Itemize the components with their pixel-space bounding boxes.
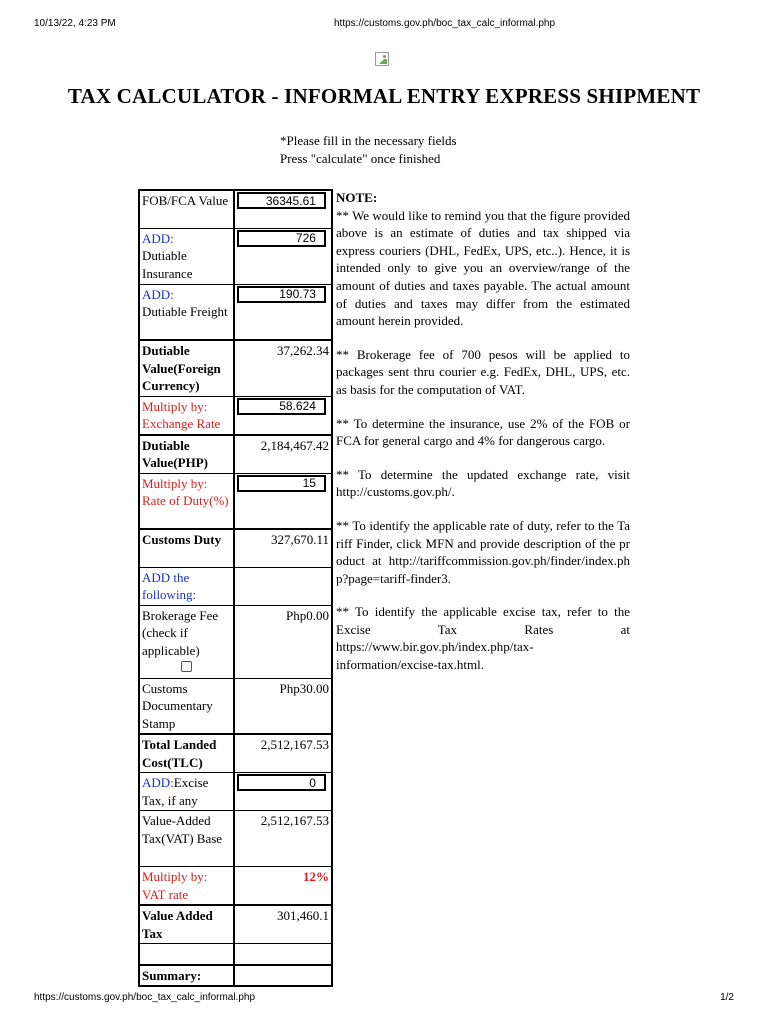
dutiable-foreign-label: Dutiable Value(Foreign Currency) <box>139 340 234 396</box>
add-prefix: ADD: <box>142 230 174 246</box>
note-brokerage: ** Brokerage fee of 700 pesos will be applied to packages sent thru courier e.g. FedEx, DHL, UPS, etc. as basis for the computation of VAT. <box>336 346 630 397</box>
vat-rate-value: 12% <box>234 867 332 906</box>
spacer-cell <box>234 944 332 965</box>
vat-base-value: 2,512,167.53 <box>234 811 332 867</box>
insurance-label <box>139 228 234 284</box>
print-date: 10/13/22, 4:23 PM <box>34 18 116 29</box>
exchange-rate-input[interactable] <box>237 398 326 415</box>
print-header <box>34 18 734 32</box>
excise-label <box>139 773 234 811</box>
dutiable-php-label: Dutiable Value(PHP) <box>139 435 234 474</box>
freight-text: Dutiable Freight <box>142 304 228 319</box>
tax-calculator-table <box>138 189 333 987</box>
broken-image-icon <box>375 52 389 66</box>
brokerage-label <box>139 605 234 678</box>
fob-input[interactable] <box>237 192 326 209</box>
note-panel <box>336 189 630 690</box>
freight-label <box>139 284 234 340</box>
customs-duty-label: Customs Duty <box>139 529 234 567</box>
brokerage-checkbox[interactable] <box>181 661 192 672</box>
note-rate-of-duty: ** To identify the applicable rate of duty, refer to the Tariff Finder, click MFN and provide description of the product at http://tariffcommission.gov.ph/finder/index.php?page=tariff-finder3. <box>336 517 630 586</box>
dutiable-php-value: 2,184,467.42 <box>234 435 332 474</box>
note-exchange-rate: ** To determine the updated exchange rate, visit http://customs.gov.ph/. <box>336 466 630 500</box>
note-heading: NOTE: <box>336 190 378 205</box>
tlc-label: Total Landed Cost(TLC) <box>139 734 234 773</box>
summary-label: Summary: <box>139 965 234 987</box>
brokerage-value: Php0.00 <box>234 605 332 678</box>
freight-cell <box>234 284 332 340</box>
exchange-rate-cell <box>234 396 332 435</box>
print-footer <box>34 992 734 1006</box>
insurance-cell <box>234 228 332 284</box>
vat-label: Value Added Tax <box>139 905 234 944</box>
excise-cell <box>234 773 332 811</box>
print-url: https://customs.gov.ph/boc_tax_calc_informal.php <box>334 18 556 29</box>
instruction-press-calculate: Press "calculate" once finished <box>280 151 441 166</box>
note-estimate: ** We would like to remind you that the figure provided above is an estimate of duties and tax shipped via express couriers (DHL, FedEx, UPS, etc..). Hence, it is intended only to give you an overview/range of the amount of duties and taxes payable. The actual amount of duties and taxes may differ from the estimated amount herein provided. <box>336 207 630 329</box>
insurance-text: Dutiable Insurance <box>142 248 193 281</box>
summary-value-cell <box>234 965 332 987</box>
fob-label: FOB/FCA Value <box>139 190 234 228</box>
rate-of-duty-input[interactable] <box>237 475 326 492</box>
add-prefix: ADD: <box>142 286 174 302</box>
page-number: 1/2 <box>720 992 734 1003</box>
add-following-label: ADD the following: <box>139 567 234 605</box>
dutiable-foreign-value: 37,262.34 <box>234 340 332 396</box>
rate-of-duty-cell <box>234 473 332 529</box>
vat-value: 301,460.1 <box>234 905 332 944</box>
empty-cell <box>234 567 332 605</box>
page-title: TAX CALCULATOR - INFORMAL ENTRY EXPRESS SHIPMENT <box>67 84 701 108</box>
exchange-rate-label: Multiply by: Exchange Rate <box>139 396 234 435</box>
customs-duty-value: 327,670.11 <box>234 529 332 567</box>
excise-input[interactable] <box>237 774 326 791</box>
doc-stamp-label: Customs Documentary Stamp <box>139 678 234 734</box>
brokerage-text: Brokerage Fee (check if applicable) <box>142 607 219 658</box>
footer-url: https://customs.gov.ph/boc_tax_calc_informal.php <box>34 992 256 1003</box>
excise-text: Excise Tax, if any <box>142 775 209 808</box>
vat-rate-label: Multiply by: VAT rate <box>139 867 234 906</box>
insurance-input[interactable] <box>237 230 326 247</box>
add-prefix: ADD: <box>142 775 174 790</box>
freight-input[interactable] <box>237 286 326 303</box>
fob-cell <box>234 190 332 228</box>
doc-stamp-value: Php30.00 <box>234 678 332 734</box>
rate-of-duty-label: Multiply by: Rate of Duty(%) <box>139 473 234 529</box>
instruction-fill-fields: *Please fill in the necessary fields <box>280 133 457 148</box>
vat-base-label: Value-Added Tax(VAT) Base <box>139 811 234 867</box>
note-excise-tax: ** To identify the applicable excise tax, refer to the Excise Tax Rates at https://www.bir.gov.ph/index.php/tax-information/excise-tax.html. <box>336 604 630 673</box>
instructions <box>280 132 457 168</box>
tlc-value: 2,512,167.53 <box>234 734 332 773</box>
note-insurance: ** To determine the insurance, use 2% of the FOB or FCA for general cargo and 4% for dangerous cargo. <box>336 415 630 449</box>
spacer-cell <box>139 944 234 965</box>
